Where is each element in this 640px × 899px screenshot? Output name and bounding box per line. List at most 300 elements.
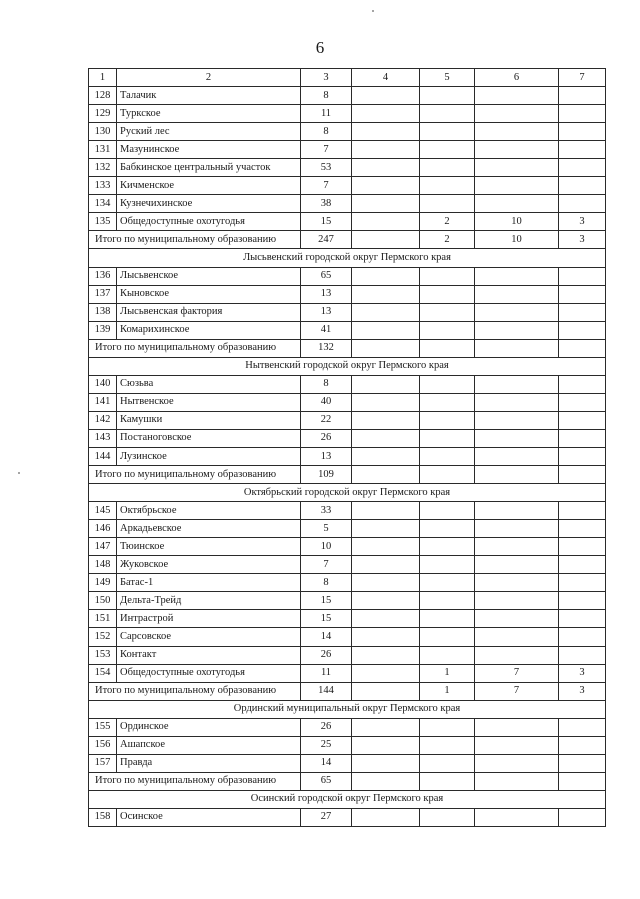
ground-name: Осинское (117, 808, 301, 826)
total-col-6 (475, 772, 559, 790)
total-col-4 (352, 466, 420, 484)
value-col-7 (559, 267, 606, 285)
value-col-6 (475, 592, 559, 610)
value-col-6 (475, 105, 559, 123)
value-col-7 (559, 808, 606, 826)
value-col-6 (475, 195, 559, 213)
ground-name: Аркадьевское (117, 520, 301, 538)
ground-name: Контакт (117, 646, 301, 664)
value-col-5 (420, 177, 475, 195)
value-col-5 (420, 646, 475, 664)
value-col-7 (559, 159, 606, 177)
total-label: Итого по муниципальному образованию (89, 466, 301, 484)
hunting-grounds-table (88, 68, 606, 827)
value-col-4 (352, 285, 420, 303)
row-number: 134 (89, 195, 117, 213)
row-number: 145 (89, 502, 117, 520)
value-col-7 (559, 303, 606, 321)
value-col-5: 2 (420, 213, 475, 231)
value-col-7 (559, 718, 606, 736)
total-col-5 (420, 466, 475, 484)
value-col-6 (475, 429, 559, 447)
value-col-5 (420, 628, 475, 646)
row-number: 143 (89, 429, 117, 447)
value-col-4 (352, 610, 420, 628)
value-col-6 (475, 808, 559, 826)
value-col-5 (420, 375, 475, 393)
value-col-4 (352, 808, 420, 826)
value-col-3: 27 (301, 808, 352, 826)
table-row (89, 646, 606, 664)
total-col-3: 65 (301, 772, 352, 790)
value-col-4 (352, 87, 420, 105)
value-col-6: 7 (475, 664, 559, 682)
row-number: 148 (89, 556, 117, 574)
value-col-5 (420, 393, 475, 411)
value-col-4 (352, 556, 420, 574)
value-col-5 (420, 159, 475, 177)
ground-name: Лысьвенская фактория (117, 303, 301, 321)
section-title: Ординский муниципальный округ Пермского края (89, 700, 606, 718)
row-number: 131 (89, 141, 117, 159)
ground-name: Туркское (117, 105, 301, 123)
value-col-3: 25 (301, 736, 352, 754)
total-label: Итого по муниципальному образованию (89, 772, 301, 790)
row-number: 155 (89, 718, 117, 736)
row-number: 158 (89, 808, 117, 826)
row-number: 149 (89, 574, 117, 592)
total-col-7 (559, 466, 606, 484)
table-row (89, 628, 606, 646)
total-col-5: 2 (420, 231, 475, 249)
total-col-6 (475, 339, 559, 357)
total-row (89, 466, 606, 484)
value-col-5 (420, 736, 475, 754)
value-col-3: 65 (301, 267, 352, 285)
value-col-5 (420, 502, 475, 520)
table-row (89, 754, 606, 772)
total-col-4 (352, 772, 420, 790)
table-row (89, 808, 606, 826)
table-row (89, 538, 606, 556)
value-col-3: 53 (301, 159, 352, 177)
total-label: Итого по муниципальному образованию (89, 339, 301, 357)
value-col-4 (352, 177, 420, 195)
row-number: 146 (89, 520, 117, 538)
total-label: Итого по муниципальному образованию (89, 682, 301, 700)
total-col-7 (559, 772, 606, 790)
value-col-4 (352, 718, 420, 736)
page-number: 6 (315, 38, 325, 57)
row-number: 133 (89, 177, 117, 195)
value-col-4 (352, 321, 420, 339)
table-row (89, 195, 606, 213)
table-row (89, 592, 606, 610)
total-col-4 (352, 682, 420, 700)
value-col-6 (475, 502, 559, 520)
value-col-3: 7 (301, 141, 352, 159)
value-col-5 (420, 87, 475, 105)
section-title: Осинский городской округ Пермского края (89, 790, 606, 808)
value-col-3: 7 (301, 556, 352, 574)
value-col-4 (352, 628, 420, 646)
value-col-5 (420, 718, 475, 736)
value-col-6 (475, 628, 559, 646)
value-col-7 (559, 87, 606, 105)
value-col-4 (352, 736, 420, 754)
total-col-4 (352, 231, 420, 249)
value-col-6 (475, 375, 559, 393)
header-row (89, 69, 606, 87)
row-number: 132 (89, 159, 117, 177)
ground-name: Тюинское (117, 538, 301, 556)
value-col-4 (352, 213, 420, 231)
value-col-6 (475, 159, 559, 177)
value-col-4 (352, 664, 420, 682)
total-col-6: 10 (475, 231, 559, 249)
value-col-7 (559, 628, 606, 646)
row-number: 129 (89, 105, 117, 123)
section-title: Октябрьский городской округ Пермского края (89, 484, 606, 502)
total-row (89, 682, 606, 700)
value-col-6 (475, 411, 559, 429)
value-col-3: 11 (301, 664, 352, 682)
value-col-4 (352, 123, 420, 141)
value-col-7 (559, 429, 606, 447)
row-number: 150 (89, 592, 117, 610)
value-col-5 (420, 520, 475, 538)
value-col-3: 14 (301, 754, 352, 772)
value-col-7 (559, 520, 606, 538)
value-col-5 (420, 411, 475, 429)
value-col-5 (420, 592, 475, 610)
section-row (89, 484, 606, 502)
total-row (89, 231, 606, 249)
total-col-7: 3 (559, 682, 606, 700)
table-row (89, 411, 606, 429)
column-header-2: 2 (117, 69, 301, 87)
table-row (89, 177, 606, 195)
value-col-6 (475, 736, 559, 754)
row-number: 157 (89, 754, 117, 772)
ground-name: Жуковское (117, 556, 301, 574)
value-col-7: 3 (559, 664, 606, 682)
ground-name: Ординское (117, 718, 301, 736)
value-col-4 (352, 267, 420, 285)
value-col-6 (475, 321, 559, 339)
table-row (89, 393, 606, 411)
total-col-3: 144 (301, 682, 352, 700)
value-col-6 (475, 285, 559, 303)
value-col-3: 10 (301, 538, 352, 556)
column-header-3: 3 (301, 69, 352, 87)
value-col-6 (475, 538, 559, 556)
value-col-7 (559, 177, 606, 195)
total-row (89, 339, 606, 357)
value-col-4 (352, 646, 420, 664)
value-col-4 (352, 411, 420, 429)
column-header-6: 6 (475, 69, 559, 87)
ground-name: Общедоступные охотугодья (117, 664, 301, 682)
ground-name: Ашапское (117, 736, 301, 754)
table-row (89, 556, 606, 574)
value-col-7 (559, 574, 606, 592)
value-col-3: 22 (301, 411, 352, 429)
row-number: 154 (89, 664, 117, 682)
table-row (89, 105, 606, 123)
table-row (89, 141, 606, 159)
value-col-7 (559, 141, 606, 159)
value-col-3: 40 (301, 393, 352, 411)
value-col-3: 26 (301, 718, 352, 736)
value-col-4 (352, 105, 420, 123)
ground-name: Комарихинское (117, 321, 301, 339)
ground-name: Камушки (117, 411, 301, 429)
value-col-7 (559, 411, 606, 429)
table-body (89, 69, 606, 827)
value-col-4 (352, 195, 420, 213)
value-col-5 (420, 538, 475, 556)
value-col-5 (420, 105, 475, 123)
value-col-3: 26 (301, 646, 352, 664)
row-number: 136 (89, 267, 117, 285)
value-col-4 (352, 429, 420, 447)
value-col-5 (420, 303, 475, 321)
row-number: 144 (89, 447, 117, 465)
ground-name: Талачик (117, 87, 301, 105)
ground-name: Правда (117, 754, 301, 772)
value-col-7 (559, 556, 606, 574)
row-number: 152 (89, 628, 117, 646)
row-number: 142 (89, 411, 117, 429)
value-col-5 (420, 141, 475, 159)
value-col-3: 8 (301, 574, 352, 592)
total-col-6 (475, 466, 559, 484)
table-row (89, 159, 606, 177)
ground-name: Сарсовское (117, 628, 301, 646)
ground-name: Лысьвенское (117, 267, 301, 285)
value-col-4 (352, 303, 420, 321)
value-col-5 (420, 754, 475, 772)
total-row (89, 772, 606, 790)
column-header-4: 4 (352, 69, 420, 87)
value-col-6 (475, 574, 559, 592)
value-col-3: 15 (301, 213, 352, 231)
value-col-7 (559, 646, 606, 664)
row-number: 128 (89, 87, 117, 105)
value-col-5 (420, 285, 475, 303)
value-col-6 (475, 303, 559, 321)
table-row (89, 736, 606, 754)
table-row (89, 502, 606, 520)
section-row (89, 249, 606, 267)
table-row (89, 574, 606, 592)
table-row (89, 718, 606, 736)
value-col-6 (475, 556, 559, 574)
row-number: 138 (89, 303, 117, 321)
value-col-4 (352, 592, 420, 610)
table-row (89, 321, 606, 339)
ground-name: Постаноговское (117, 429, 301, 447)
row-number: 135 (89, 213, 117, 231)
value-col-3: 13 (301, 285, 352, 303)
value-col-5 (420, 808, 475, 826)
value-col-6 (475, 141, 559, 159)
value-col-3: 41 (301, 321, 352, 339)
value-col-7 (559, 610, 606, 628)
table-row (89, 664, 606, 682)
value-col-7 (559, 592, 606, 610)
table-row (89, 429, 606, 447)
value-col-6 (475, 718, 559, 736)
ground-name: Нытвенское (117, 393, 301, 411)
value-col-5 (420, 267, 475, 285)
row-number: 153 (89, 646, 117, 664)
section-row (89, 700, 606, 718)
value-col-7 (559, 375, 606, 393)
value-col-5 (420, 556, 475, 574)
section-row (89, 357, 606, 375)
value-col-4 (352, 141, 420, 159)
row-number: 151 (89, 610, 117, 628)
value-col-5 (420, 429, 475, 447)
section-row (89, 790, 606, 808)
value-col-3: 33 (301, 502, 352, 520)
table-row (89, 303, 606, 321)
value-col-4 (352, 393, 420, 411)
value-col-7 (559, 754, 606, 772)
value-col-5 (420, 321, 475, 339)
value-col-4 (352, 159, 420, 177)
ground-name: Бабкинское центральный участок (117, 159, 301, 177)
table-row (89, 520, 606, 538)
value-col-3: 8 (301, 375, 352, 393)
row-number: 147 (89, 538, 117, 556)
column-header-1: 1 (89, 69, 117, 87)
table-row (89, 610, 606, 628)
column-header-7: 7 (559, 69, 606, 87)
value-col-6 (475, 447, 559, 465)
ground-name: Дельта-Трейд (117, 592, 301, 610)
value-col-6 (475, 393, 559, 411)
value-col-3: 15 (301, 610, 352, 628)
value-col-6 (475, 520, 559, 538)
value-col-3: 7 (301, 177, 352, 195)
total-col-4 (352, 339, 420, 357)
value-col-6 (475, 123, 559, 141)
value-col-7 (559, 123, 606, 141)
value-col-7 (559, 321, 606, 339)
value-col-4 (352, 520, 420, 538)
total-col-6: 7 (475, 682, 559, 700)
value-col-3: 38 (301, 195, 352, 213)
ground-name: Кыновское (117, 285, 301, 303)
row-number: 137 (89, 285, 117, 303)
ground-name: Общедоступные охотугодья (117, 213, 301, 231)
table-row (89, 213, 606, 231)
value-col-7 (559, 538, 606, 556)
value-col-4 (352, 502, 420, 520)
table-row (89, 267, 606, 285)
total-col-5 (420, 339, 475, 357)
table-row (89, 375, 606, 393)
total-col-3: 247 (301, 231, 352, 249)
value-col-5: 1 (420, 664, 475, 682)
section-title: Нытвенский городской округ Пермского края (89, 357, 606, 375)
value-col-7 (559, 502, 606, 520)
value-col-6: 10 (475, 213, 559, 231)
value-col-3: 8 (301, 123, 352, 141)
table-row (89, 123, 606, 141)
value-col-6 (475, 646, 559, 664)
value-col-5 (420, 195, 475, 213)
row-number: 156 (89, 736, 117, 754)
total-col-3: 132 (301, 339, 352, 357)
value-col-3: 13 (301, 447, 352, 465)
total-col-3: 109 (301, 466, 352, 484)
value-col-3: 26 (301, 429, 352, 447)
value-col-7 (559, 285, 606, 303)
ground-name: Кузнечихинское (117, 195, 301, 213)
value-col-5 (420, 447, 475, 465)
value-col-6 (475, 267, 559, 285)
table-row (89, 87, 606, 105)
value-col-5 (420, 574, 475, 592)
value-col-7 (559, 105, 606, 123)
table-row (89, 285, 606, 303)
column-header-5: 5 (420, 69, 475, 87)
value-col-7 (559, 195, 606, 213)
value-col-4 (352, 754, 420, 772)
total-col-7: 3 (559, 231, 606, 249)
value-col-3: 14 (301, 628, 352, 646)
value-col-6 (475, 610, 559, 628)
value-col-4 (352, 574, 420, 592)
total-col-5 (420, 772, 475, 790)
value-col-7 (559, 736, 606, 754)
value-col-5 (420, 610, 475, 628)
row-number: 130 (89, 123, 117, 141)
row-number: 139 (89, 321, 117, 339)
row-number: 140 (89, 375, 117, 393)
scan-speck (372, 10, 374, 12)
value-col-3: 15 (301, 592, 352, 610)
value-col-7 (559, 393, 606, 411)
ground-name: Кичменское (117, 177, 301, 195)
value-col-3: 11 (301, 105, 352, 123)
value-col-5 (420, 123, 475, 141)
total-col-5: 1 (420, 682, 475, 700)
value-col-4 (352, 375, 420, 393)
ground-name: Интрастрой (117, 610, 301, 628)
ground-name: Лузинское (117, 447, 301, 465)
ground-name: Мазунинское (117, 141, 301, 159)
value-col-3: 13 (301, 303, 352, 321)
section-title: Лысьвенский городской округ Пермского края (89, 249, 606, 267)
value-col-6 (475, 754, 559, 772)
value-col-7 (559, 447, 606, 465)
value-col-6 (475, 177, 559, 195)
value-col-4 (352, 538, 420, 556)
scan-speck (18, 472, 20, 474)
total-label: Итого по муниципальному образованию (89, 231, 301, 249)
value-col-3: 8 (301, 87, 352, 105)
ground-name: Октябрьское (117, 502, 301, 520)
total-col-7 (559, 339, 606, 357)
value-col-6 (475, 87, 559, 105)
value-col-3: 5 (301, 520, 352, 538)
value-col-7: 3 (559, 213, 606, 231)
